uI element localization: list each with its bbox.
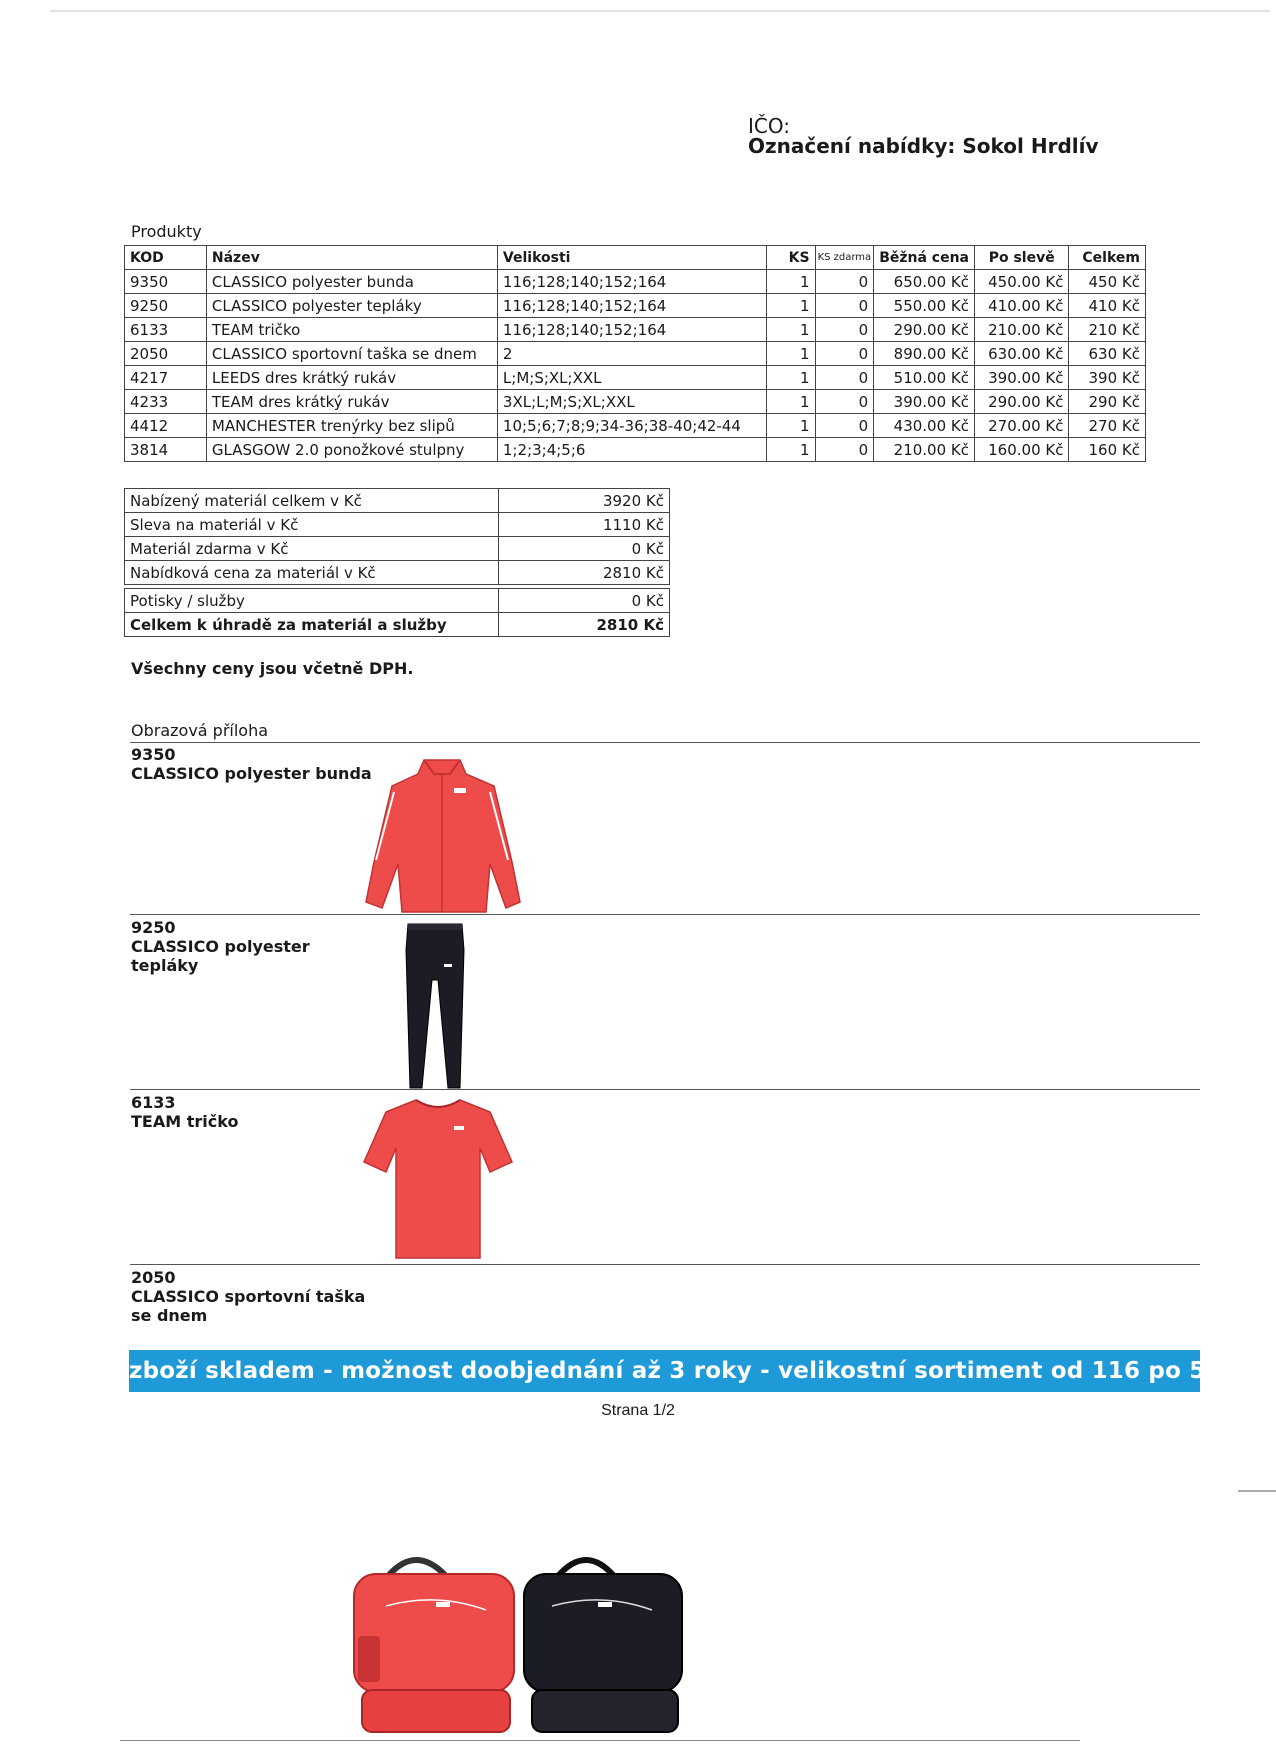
cell-po-sleve: 270.00 Kč (975, 414, 1069, 438)
cell-ks-zdarma: 0 (815, 270, 874, 294)
cell-velikosti: 2 (497, 342, 766, 366)
cell-ks: 1 (766, 414, 815, 438)
item-code: 9250 (131, 918, 176, 937)
cell-kod: 4412 (125, 414, 207, 438)
cell-ks-zdarma: 0 (815, 294, 874, 318)
table-row (125, 342, 1146, 366)
cell-celkem: 160 Kč (1069, 438, 1146, 462)
table-row (125, 294, 1146, 318)
attachment-title: Obrazová příloha (131, 721, 269, 740)
summary-total-row (125, 613, 670, 637)
cell-ks-zdarma: 0 (815, 414, 874, 438)
red-tshirt-image (362, 1096, 514, 1262)
cell-bezna-cena: 650.00 Kč (874, 270, 975, 294)
cell-po-sleve: 160.00 Kč (975, 438, 1069, 462)
cell-kod: 2050 (125, 342, 207, 366)
cell-ks-zdarma: 0 (815, 318, 874, 342)
cell-kod: 3814 (125, 438, 207, 462)
summary-label: Nabídková cena za materiál v Kč (125, 561, 499, 585)
page-number: Strana 1/2 (601, 1402, 675, 1419)
page-edge-mark (1238, 1490, 1276, 1492)
cell-velikosti: 116;128;140;152;164 (497, 294, 766, 318)
cell-velikosti: 1;2;3;4;5;6 (497, 438, 766, 462)
col-celkem: Celkem (1069, 246, 1146, 270)
item-code: 6133 (131, 1093, 176, 1112)
table-row (125, 438, 1146, 462)
table-row (125, 366, 1146, 390)
cell-kod: 6133 (125, 318, 207, 342)
cell-ks: 1 (766, 294, 815, 318)
cell-po-sleve: 210.00 Kč (975, 318, 1069, 342)
summary-value: 2810 Kč (499, 561, 670, 585)
cell-ks: 1 (766, 366, 815, 390)
cell-velikosti: L;M;S;XL;XXL (497, 366, 766, 390)
col-velikosti: Velikosti (497, 246, 766, 270)
summary-value: 1110 Kč (499, 513, 670, 537)
black-pants-image (402, 920, 468, 1090)
cell-ks-zdarma: 0 (815, 342, 874, 366)
cell-bezna-cena: 390.00 Kč (874, 390, 975, 414)
cell-po-sleve: 450.00 Kč (975, 270, 1069, 294)
attachment-divider (130, 1264, 1200, 1265)
cell-bezna-cena: 510.00 Kč (874, 366, 975, 390)
ico-label: IČO: (748, 114, 790, 138)
cell-kod: 4233 (125, 390, 207, 414)
header-cut-line (50, 10, 1270, 12)
cell-velikosti: 3XL;L;M;S;XL;XXL (497, 390, 766, 414)
col-ks-zdarma: KS zdarma (815, 246, 874, 270)
cell-nazev: TEAM tričko (206, 318, 497, 342)
cell-nazev: MANCHESTER trenýrky bez slipů (206, 414, 497, 438)
cell-nazev: CLASSICO polyester bunda (206, 270, 497, 294)
cell-celkem: 410 Kč (1069, 294, 1146, 318)
item-name-2: tepláky (131, 956, 199, 975)
item-code: 9350 (131, 745, 176, 764)
stock-banner: zboží skladem - možnost doobjednání až 3 roky - velikostní sortiment od 116 po 5XL (129, 1350, 1200, 1392)
cell-celkem: 210 Kč (1069, 318, 1146, 342)
products-table (124, 245, 1146, 462)
cell-velikosti: 10;5;6;7;8;9;34-36;38-40;42-44 (497, 414, 766, 438)
summary-row (125, 537, 670, 561)
col-kod: KOD (125, 246, 207, 270)
summary-label: Sleva na materiál v Kč (125, 513, 499, 537)
vat-note: Všechny ceny jsou včetně DPH. (131, 659, 414, 678)
summary-total-label: Celkem k úhradě za materiál a služby (125, 613, 499, 637)
cell-kod: 4217 (125, 366, 207, 390)
products-header-row (125, 246, 1146, 270)
item-name: CLASSICO polyester bunda (131, 764, 372, 783)
summary-row (125, 561, 670, 585)
attachment-item-label (131, 1268, 365, 1325)
cell-po-sleve: 390.00 Kč (975, 366, 1069, 390)
col-ks: KS (766, 246, 815, 270)
cell-bezna-cena: 890.00 Kč (874, 342, 975, 366)
col-nazev: Název (206, 246, 497, 270)
cell-ks-zdarma: 0 (815, 366, 874, 390)
cell-po-sleve: 290.00 Kč (975, 390, 1069, 414)
products-section-title: Produkty (131, 222, 202, 241)
table-row (125, 390, 1146, 414)
table-row (125, 414, 1146, 438)
cell-ks-zdarma: 0 (815, 390, 874, 414)
col-bezna-cena: Běžná cena (874, 246, 975, 270)
summary-label: Potisky / služby (125, 589, 499, 613)
summary-row (125, 513, 670, 537)
col-po-sleve: Po slevě (975, 246, 1069, 270)
attachment-item-label (131, 745, 372, 783)
cell-nazev: CLASSICO sportovní taška se dnem (206, 342, 497, 366)
cell-nazev: CLASSICO polyester tepláky (206, 294, 497, 318)
cell-ks: 1 (766, 342, 815, 366)
cell-bezna-cena: 550.00 Kč (874, 294, 975, 318)
summary-label: Materiál zdarma v Kč (125, 537, 499, 561)
item-name: CLASSICO polyester (131, 937, 310, 956)
attachment-item-label (131, 1093, 238, 1131)
attachment-item-label (131, 918, 310, 975)
offer-title: Označení nabídky: Sokol Hrdlív (748, 134, 1099, 158)
summary-label: Nabízený materiál celkem v Kč (125, 489, 499, 513)
cell-ks-zdarma: 0 (815, 438, 874, 462)
cell-ks: 1 (766, 270, 815, 294)
footer-line (120, 1740, 1080, 1741)
cell-velikosti: 116;128;140;152;164 (497, 270, 766, 294)
summary-value: 0 Kč (499, 589, 670, 613)
cell-ks: 1 (766, 318, 815, 342)
cell-nazev: GLASGOW 2.0 ponožkové stulpny (206, 438, 497, 462)
cell-bezna-cena: 210.00 Kč (874, 438, 975, 462)
cell-celkem: 290 Kč (1069, 390, 1146, 414)
summary-value: 3920 Kč (499, 489, 670, 513)
cell-po-sleve: 410.00 Kč (975, 294, 1069, 318)
cell-kod: 9250 (125, 294, 207, 318)
attachment-divider (130, 914, 1200, 915)
red-jacket-image (362, 752, 522, 918)
table-row (125, 318, 1146, 342)
item-code: 2050 (131, 1268, 176, 1287)
item-name: TEAM tričko (131, 1112, 239, 1131)
cell-celkem: 450 Kč (1069, 270, 1146, 294)
cell-celkem: 630 Kč (1069, 342, 1146, 366)
cell-nazev: TEAM dres krátký rukáv (206, 390, 497, 414)
cell-celkem: 390 Kč (1069, 366, 1146, 390)
table-row (125, 270, 1146, 294)
cell-nazev: LEEDS dres krátký rukáv (206, 366, 497, 390)
sport-bags-image (346, 1540, 686, 1740)
summary-table (124, 488, 670, 637)
summary-value: 0 Kč (499, 537, 670, 561)
item-name: CLASSICO sportovní taška (131, 1287, 366, 1306)
cell-bezna-cena: 430.00 Kč (874, 414, 975, 438)
cell-po-sleve: 630.00 Kč (975, 342, 1069, 366)
attachment-divider (130, 1089, 1200, 1090)
summary-row (125, 589, 670, 613)
summary-row (125, 489, 670, 513)
item-name-2: se dnem (131, 1306, 208, 1325)
attachment-divider (130, 742, 1200, 743)
cell-ks: 1 (766, 390, 815, 414)
cell-bezna-cena: 290.00 Kč (874, 318, 975, 342)
cell-kod: 9350 (125, 270, 207, 294)
cell-celkem: 270 Kč (1069, 414, 1146, 438)
summary-total-value: 2810 Kč (499, 613, 670, 637)
cell-velikosti: 116;128;140;152;164 (497, 318, 766, 342)
cell-ks: 1 (766, 438, 815, 462)
